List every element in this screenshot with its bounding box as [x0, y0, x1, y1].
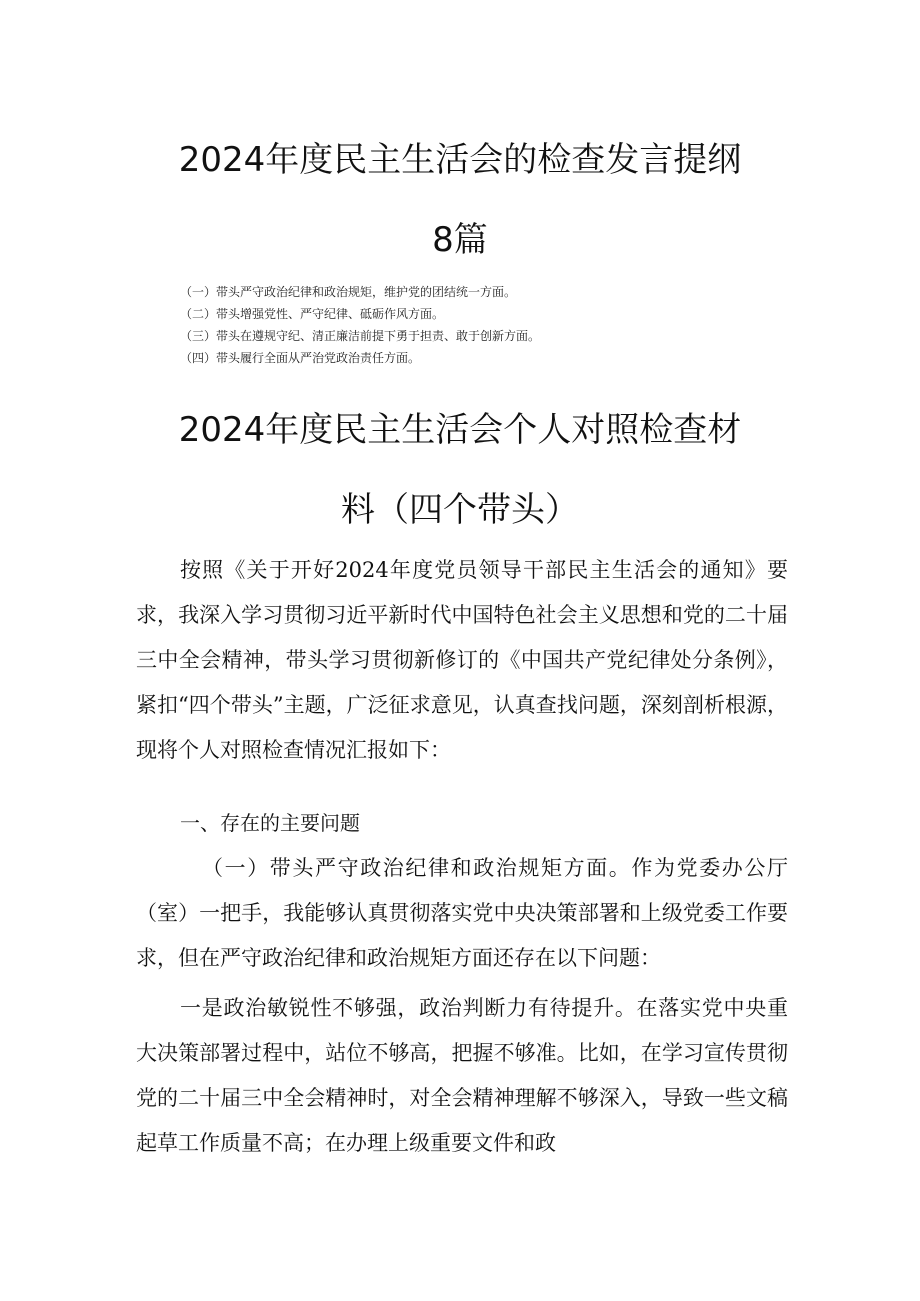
outline-item: （三）带头在遵规守纪、清正廉洁前提下勇于担责、敢于创新方面。	[180, 329, 541, 343]
point-one-paragraph: 一是政治敏锐性不够强，政治判断力有待提升。在落实党中央重大决策部署过程中，站位不够高，把握不够准。比如，在学习宣传贯彻党的二十届三中全会精神时，对全会精神理解不够深入，导致一些文稿起草工作质量不高；在办理上级重要文件和政	[136, 996, 788, 1155]
outline-item: （四）带头履行全面从严治党政治责任方面。	[180, 351, 421, 365]
section-heading: 一、存在的主要问题	[180, 811, 360, 835]
section-title-line1: 2024年度民主生活会个人对照检查材	[178, 410, 742, 450]
outline-list	[180, 281, 740, 369]
section-one-paragraph: （一）带头严守政治纪律和政治规矩方面。作为党委办公厅（室）一把手，我能够认真贯彻落实党中央决策部署和上级党委工作要求，但在严守政治纪律和政治规矩方面还存在以下问题：	[136, 856, 788, 970]
document-title-line2: 8篇	[432, 220, 488, 260]
outline-item: （二）带头增强党性、严守纪律、砥砺作风方面。	[180, 307, 445, 321]
section-title-line2: 料（四个带头）	[341, 490, 579, 530]
document-title-line1: 2024年度民主生活会的检查发言提纲	[178, 140, 742, 180]
outline-item: （一）带头严守政治纪律和政治规矩，维护党的团结统一方面。	[180, 285, 517, 299]
intro-paragraph: 按照《关于开好2024年度党员领导干部民主生活会的通知》要求，我深入学习贯彻习近平新时代中国特色社会主义思想和党的二十届三中全会精神，带头学习贯彻新修订的《中国共产党纪律处分条例》，紧扣“四个带头”主题，广泛征求意见，认真查找问题，深刻剖析根源，现将个人对照检查情况汇报如下：	[136, 558, 788, 762]
